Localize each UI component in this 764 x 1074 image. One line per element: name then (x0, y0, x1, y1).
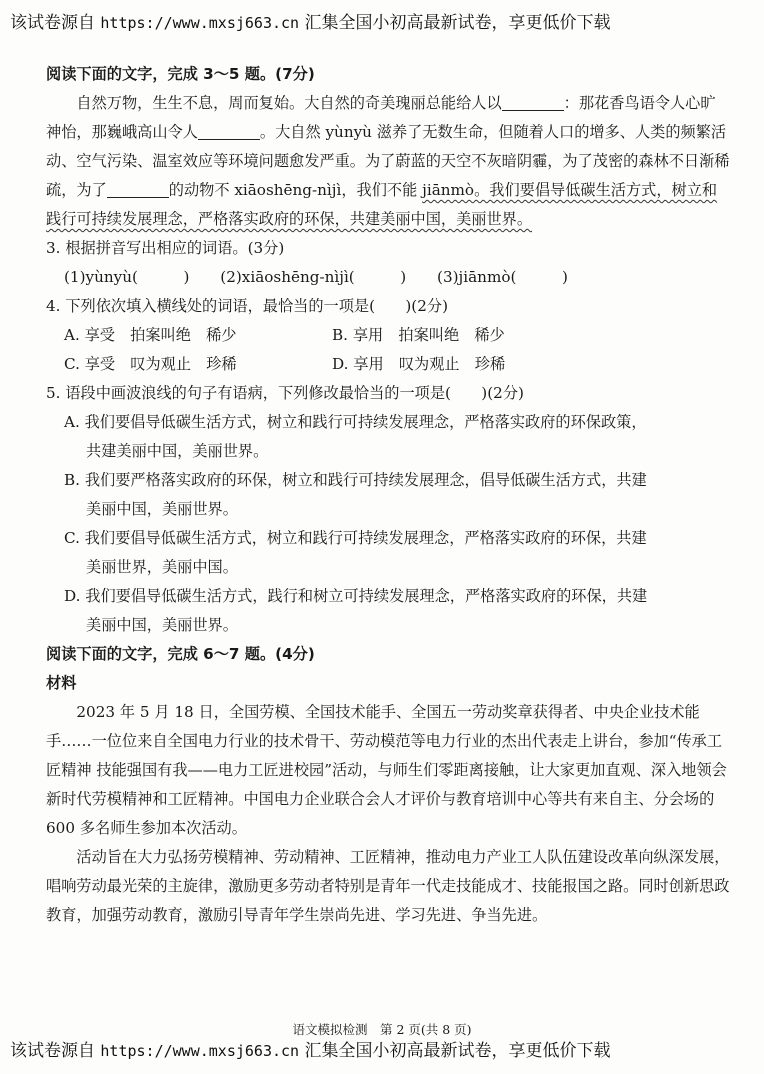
q4-options-row-2 (46, 350, 730, 379)
section2-heading: 阅读下面的文字，完成 6～7 题。(4分) (46, 645, 315, 663)
q5-option-a-line2: 共建美丽中国，美丽世界。 (86, 442, 269, 460)
blank-3 (107, 182, 169, 198)
banner-suffix: 汇集全国小初高最新试卷，享更低价下载 (304, 13, 611, 33)
passage-text-3: 。大自然 yùnyù 滋养了无数生命，但随着人口的增多、人类的频繁活动、空气污染、温室效应等环境问题愈发严重。为了蔚蓝的天空不灰暗阴霾，为了茂密的森林不日渐稀疏，为了 (46, 123, 730, 199)
q4-options-row-1 (46, 321, 730, 350)
material-paragraph-2: 活动旨在大力弘扬劳模精神、劳动精神、工匠精神，推动电力产业工人队伍建设改革向纵深发展，唱响劳动最光荣的主旋律，激励更多劳动者特别是青年一代走技能成才、技能报国之路。同时创新思政教育，加强劳动教育，激励引导青年学生崇尚先进、学习先进、争当先进。 (46, 848, 730, 924)
section1-passage (46, 89, 730, 234)
q4-option-b: B. 享用 拍案叫绝 稀少 (332, 326, 505, 344)
q3-option-1: (1)yùnyù( ) (64, 268, 190, 286)
q5-option-d-line1: D. 我们要倡导低碳生活方式，践行和树立可持续发展理念，严格落实政府的环保，共建 (64, 587, 648, 605)
page-content (46, 60, 730, 930)
banner-prefix: 该试卷源自 (10, 13, 95, 33)
material-label: 材料 (46, 674, 77, 692)
passage-text-2: ：那花香鸟语令人心旷神怡，那巍峨高山令人 (46, 94, 716, 141)
q5-option-b (46, 466, 730, 524)
passage-text-4: 的动物不 xiāoshēng-nìjì，我们不能 (168, 181, 423, 199)
banner-top (10, 12, 611, 34)
q4-option-c: C. 享受 叹为观止 珍稀 (64, 355, 237, 373)
q5-option-c-line2: 美丽世界，美丽中国。 (86, 558, 238, 576)
wavy-sentence: jiānmò。我们要倡导低碳生活方式，树立和践行可持续发展理念，严格落实政府的环保，共建美丽中国，美丽世界。 (46, 181, 718, 228)
banner-prefix: 该试卷源自 (10, 1041, 95, 1061)
section1-heading: 阅读下面的文字，完成 3～5 题。(7分) (46, 65, 315, 83)
q5-option-a-line1: A. 我们要倡导低碳生活方式，树立和践行可持续发展理念，严格落实政府的环保政策， (64, 413, 647, 431)
q5-option-a (46, 408, 730, 466)
material-paragraph-1: 2023 年 5 月 18 日，全国劳模、全国技术能手、全国五一劳动奖章获得者、中央企业技术能手……一位位来自全国电力行业的技术骨干、劳动模范等电力行业的杰出代表走上讲台，参加“传承工匠精神 技能强国有我——电力工匠进校园”活动，与师生们零距离接触，让大家更加直观、深入地领会新时代劳模精神和工匠精神。中国电力企业联合会人才评价与教育培训中心等共有来自主、分会场的 600 多名师生参加本次活动。 (46, 703, 727, 837)
q5-option-b-line1: B. 我们要严格落实政府的环保，树立和践行可持续发展理念，倡导低碳生活方式，共建 (64, 471, 647, 489)
q4-option-d: D. 享用 叹为观止 珍稀 (332, 355, 506, 373)
q3-option-3: (3)jiānmò( ) (437, 268, 568, 286)
q5-option-d (46, 582, 730, 640)
banner-suffix: 汇集全国小初高最新试卷，享更低价下载 (304, 1041, 611, 1061)
blank-2 (198, 124, 260, 140)
q3-option-2: (2)xiāoshēng-nìjì( ) (220, 268, 407, 286)
banner-url[interactable]: https://www.mxsj663.cn (100, 14, 300, 32)
banner-url[interactable]: https://www.mxsj663.cn (100, 1042, 300, 1060)
q5-option-b-line2: 美丽中国，美丽世界。 (86, 500, 238, 518)
page-footer: 语文模拟检测 第 2 页(共 8 页) (292, 1022, 472, 1037)
q4-stem: 4. 下列依次填入横线处的词语，最恰当的一项是( )(2分) (46, 297, 448, 315)
q5-option-c (46, 524, 730, 582)
q4-option-a: A. 享受 拍案叫绝 稀少 (64, 326, 237, 344)
banner-bottom (10, 1040, 611, 1062)
passage-text-1: 自然万物，生生不息，周而复始。大自然的奇美瑰丽总能给人以 (76, 94, 502, 112)
q5-option-d-line2: 美丽中国，美丽世界。 (86, 616, 238, 634)
q5-stem: 5. 语段中画波浪线的句子有语病，下列修改最恰当的一项是( )(2分) (46, 384, 524, 402)
blank-1 (502, 95, 564, 111)
q5-option-c-line1: C. 我们要倡导低碳生活方式，树立和践行可持续发展理念，严格落实政府的环保，共建 (64, 529, 647, 547)
q3-stem: 3. 根据拼音写出相应的词语。(3分) (46, 239, 285, 257)
q3-options (46, 263, 730, 292)
